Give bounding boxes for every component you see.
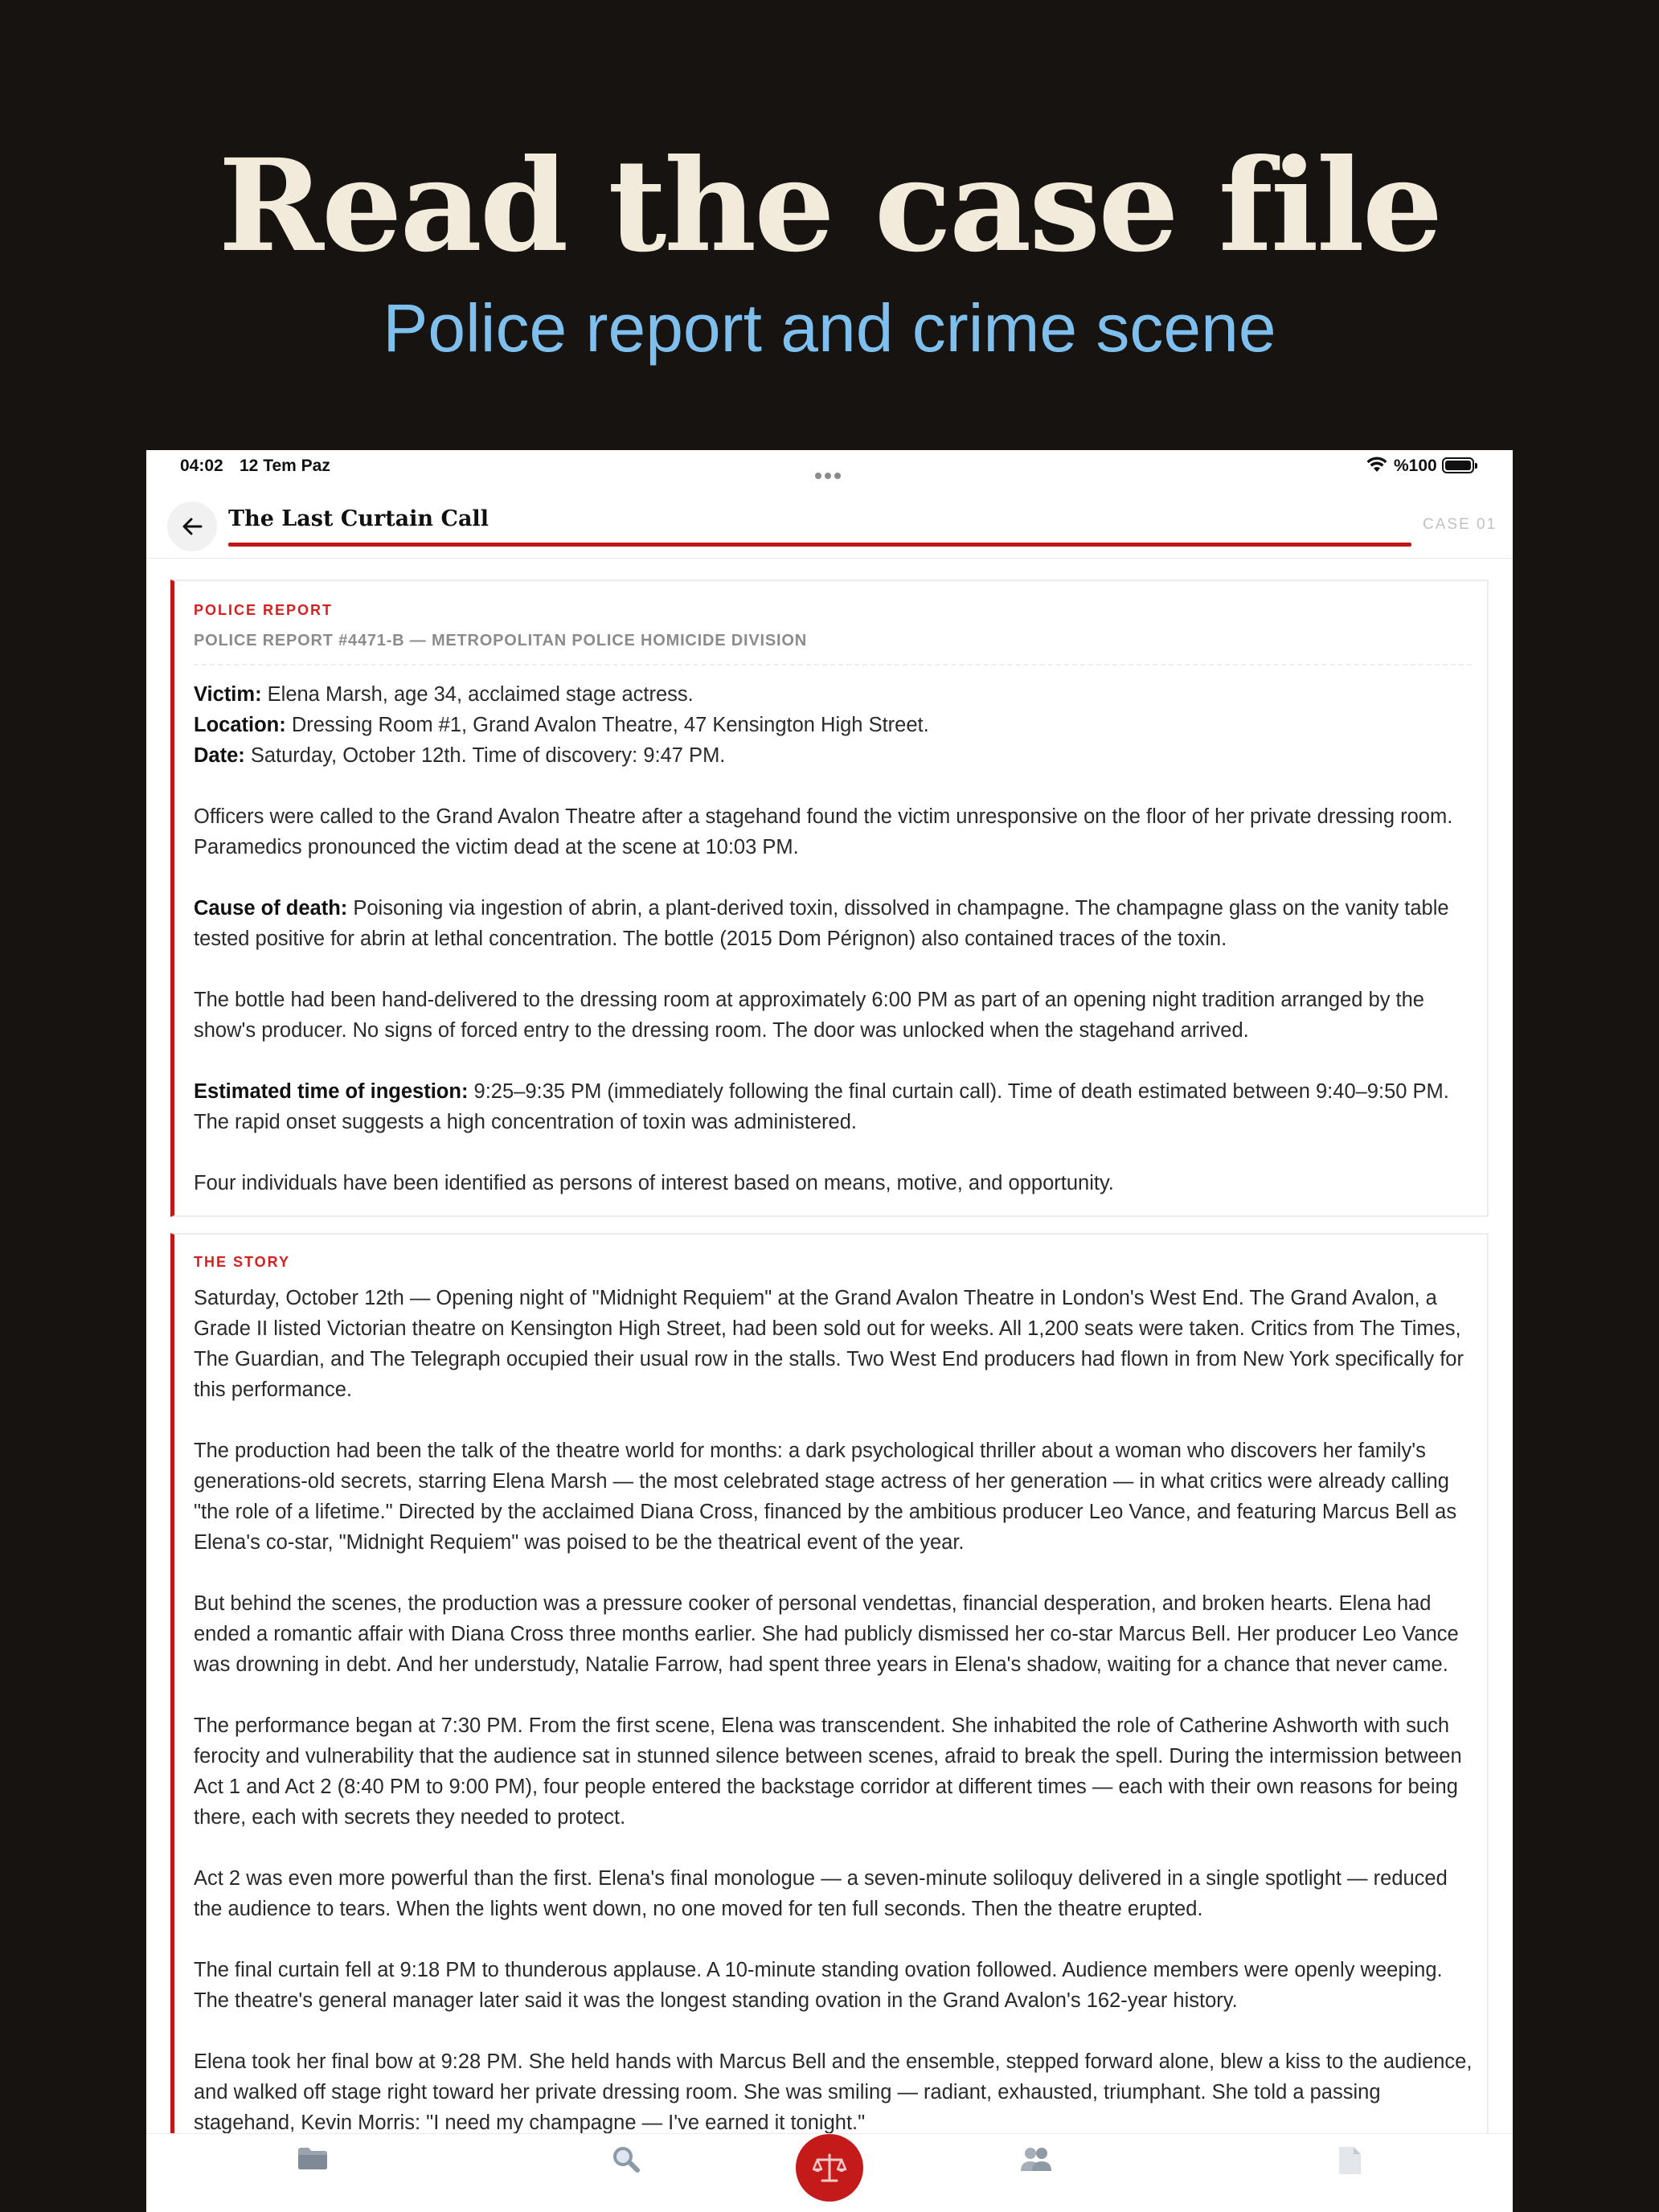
multitasking-dots-icon[interactable]: [815, 465, 844, 471]
cause-value: Poisoning via ingestion of abrin, a plant-derived toxin, dissolved in champagne. The champagne glass on the vanity table tested positive for abrin at lethal concentration. The bottle (2015 Dom Pérignon) also contained traces of the toxin.: [194, 897, 1449, 950]
story-body: [194, 1283, 1480, 2133]
report-paragraph: The bottle had been hand-delivered to the dressing room at approximately 6:00 PM as part of an opening night tradition arranged by the show's producer. No signs of forced entry to the dressing room. The door was unlocked when the stagehand arrived.: [194, 989, 1424, 1042]
location-label: Location:: [194, 714, 286, 736]
arrow-left-icon: [182, 517, 203, 536]
ingestion-paragraph: [194, 1076, 1480, 1137]
story-card: [170, 1233, 1489, 2133]
story-paragraph: The performance began at 7:30 PM. From the first scene, Elena was transcendent. She inhabited the role of Catherine Ashworth with such ferocity and vulnerability that the audience sat in stunned silence between scenes, afraid to break the spell. During the intermission between Act 1 and Act 2 (8:40 PM to 9:00 PM), four people entered the backstage corridor at different times — each with their own reasons for being there, each with secrets they needed to protect.: [194, 1714, 1462, 1829]
hero-subtitle: Police report and crime scene: [383, 290, 1276, 366]
story-paragraph: Saturday, October 12th — Opening night of "Midnight Requiem" at the Grand Avalon Theatre in London's West End. The Grand Avalon, a Grade II listed Victorian theatre on Kensington High Street, had been sold out for weeks. All 1,200 seats were taken. Critics from The Times, The Guardian, and The Telegraph occupied their usual row in the stalls. Two West End producers had flown in from New York specifically for this performance.: [194, 1287, 1464, 1401]
magnifier-icon: [610, 2145, 642, 2174]
document-icon: [1336, 2145, 1363, 2176]
story-paragraph: Act 2 was even more powerful than the first. Elena's final monologue — a seven-minute soliloquy delivered in a single spotlight — reduced the audience to tears. When the lights went down, no one moved for ten full seconds. Then the theatre erupted.: [194, 1867, 1448, 1920]
status-time: 04:02: [180, 457, 223, 475]
back-button[interactable]: [167, 502, 217, 551]
scales-icon: [811, 2152, 848, 2184]
device-screen: [146, 450, 1513, 2212]
status-bar: [146, 450, 1513, 482]
story-paragraph: The production had been the talk of the theatre world for months: a dark psychological thriller about a woman who discovers her family's generations-old secrets, starring Elena Marsh — the most celebrated stage actress of her generation — in what critics were already calling "the role of a lifetime." Directed by the acclaimed Diana Cross, financed by the ambitious producer Leo Vance, and featuring Marcus Bell as Elena's co-star, "Midnight Requiem" was poised to be the theatrical event of the year.: [194, 1440, 1457, 1554]
case-file-scroll[interactable]: [146, 559, 1513, 2133]
folder-icon: [297, 2145, 329, 2171]
victim-value: Elena Marsh, age 34, acclaimed stage actress.: [261, 683, 694, 706]
people-icon: [1019, 2145, 1053, 2173]
report-facts: [194, 679, 1480, 771]
date-value: Saturday, October 12th. Time of discovery: 9:47 PM.: [244, 744, 726, 767]
battery-icon: [1442, 457, 1474, 473]
section-label: POLICE REPORT: [194, 602, 334, 618]
report-body: [194, 679, 1480, 1229]
date-label: Date:: [194, 744, 245, 767]
ingestion-label: Estimated time of ingestion:: [194, 1080, 469, 1103]
report-header: POLICE REPORT #4471-B — METROPOLITAN POLICE HOMICIDE DIVISION: [194, 632, 807, 649]
story-paragraph: Elena took her final bow at 9:28 PM. She held hands with Marcus Bell and the ensemble, stepped forward alone, blew a kiss to the audience, and walked off stage right toward her private dressing room. She was smiling — radiant, exhausted, triumphant. She told a passing stagehand, Kevin Morris: "I need my champagne — I've earned it tonight.": [194, 2050, 1473, 2133]
case-progress-bar: [228, 543, 1411, 547]
tab-notes[interactable]: [1329, 2145, 1370, 2177]
victim-label: Victim:: [194, 683, 262, 706]
tab-suspects[interactable]: [1016, 2145, 1056, 2177]
ingestion-value: 9:25–9:35 PM (immediately following the final curtain call). Time of death estimated between 9:40–9:50 PM. The rapid onset suggests a high concentration of toxin was administered.: [194, 1080, 1449, 1133]
battery-percent: %100: [1394, 457, 1437, 475]
case-title: The Last Curtain Call: [228, 506, 489, 531]
tab-case-files[interactable]: [293, 2145, 333, 2177]
wifi-icon: [1366, 456, 1387, 478]
hero-title: Read the case file: [218, 132, 1441, 281]
tab-search[interactable]: [606, 2145, 646, 2177]
report-paragraph: Officers were called to the Grand Avalon Theatre after a stagehand found the victim unresponsive on the floor of her private dressing room. Paramedics pronounced the victim dead at the scene at 10:03 PM.: [194, 805, 1453, 858]
divider: [194, 664, 1472, 666]
section-label: THE STORY: [194, 1254, 291, 1270]
cause-label: Cause of death:: [194, 897, 348, 920]
tab-accuse[interactable]: [796, 2134, 863, 2202]
location-value: Dressing Room #1, Grand Avalon Theatre, 47 Kensington High Street.: [285, 714, 929, 736]
story-paragraph: The final curtain fell at 9:18 PM to thunderous applause. A 10-minute standing ovation followed. Audience members were openly weeping. The theatre's general manager later said it was the longest standing ovation in the Grand Avalon's 162-year history.: [194, 1959, 1443, 2012]
police-report-card: [170, 580, 1489, 1217]
case-number-label: CASE 01: [1423, 516, 1497, 533]
story-paragraph: But behind the scenes, the production was a pressure cooker of personal vendettas, financial desperation, and broken hearts. Elena had ended a romantic affair with Diana Cross three months earlier. She had publicly dismissed her co-star Marcus Bell. Her producer Leo Vance was drowning in debt. And her understudy, Natalie Farrow, had spent three years in Elena's shadow, waiting for a chance that never came.: [194, 1592, 1459, 1676]
report-paragraph: Four individuals have been identified as persons of interest based on means, motive, and opportunity.: [194, 1172, 1114, 1194]
status-date: 12 Tem Paz: [240, 457, 330, 475]
tab-bar: [146, 2133, 1513, 2212]
cause-paragraph: [194, 893, 1480, 954]
